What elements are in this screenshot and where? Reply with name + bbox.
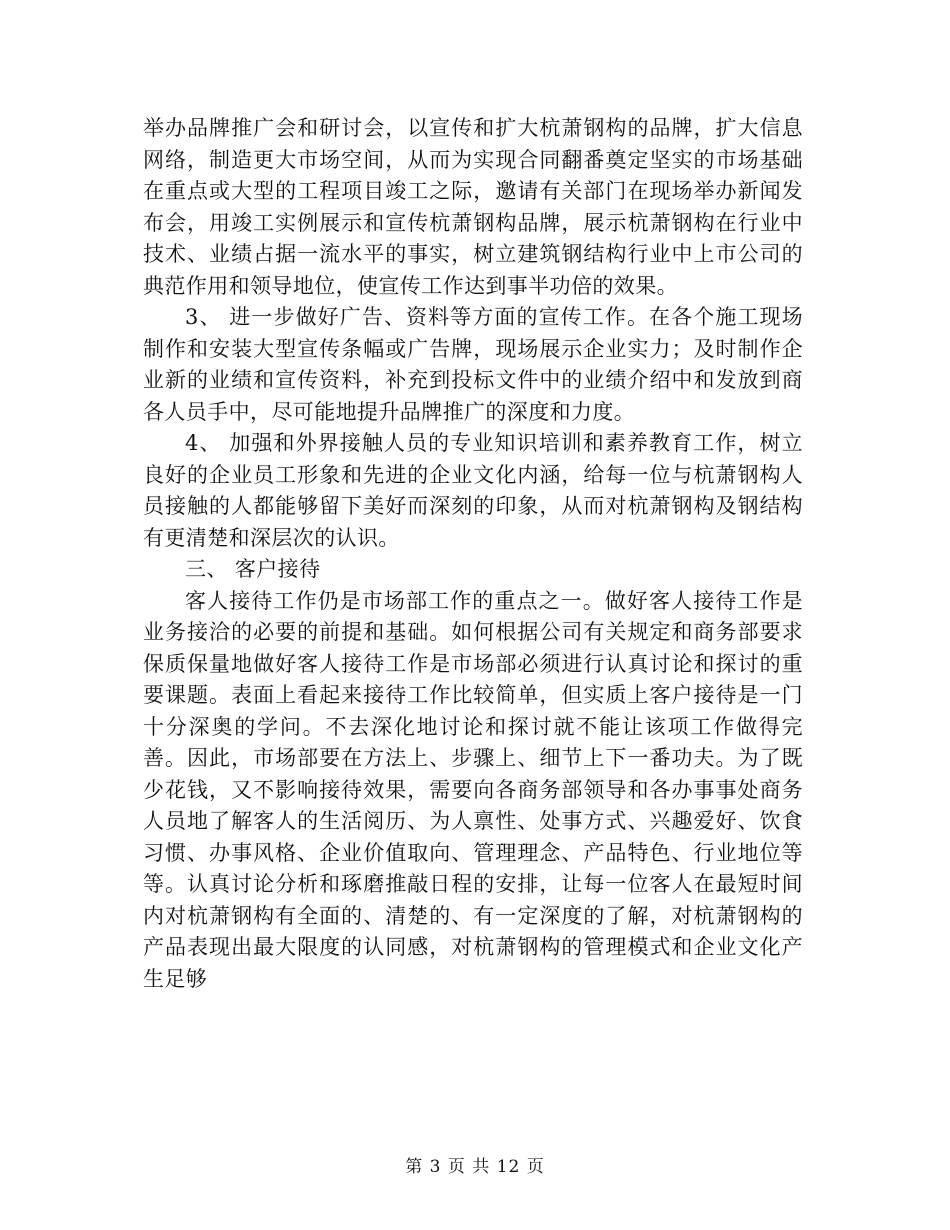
paragraph-staff-training: 4、 加强和外界接触人员的专业知识培训和素养教育工作，树立良好的企业员工形象和先进的企业文化内涵，给每一位与杭萧钢构人员接触的人都能够留下美好而深刻的印象，从而对杭萧钢构及钢结构有更清楚和深层次的认识。 [143,431,803,550]
paragraph-brand-promotion: 举办品牌推广会和研讨会，以宣传和扩大杭萧钢构的品牌，扩大信息网络，制造更大市场空间，从而为实现合同翻番奠定坚实的市场基础在重点或大型的工程项目竣工之际，邀请有关部门在现场举办新闻发布会，用竣工实例展示和宣传杭萧钢构品牌，展示杭萧钢构在行业中技术、业绩占据一流水平的事实，树立建筑钢结构行业中上市公司的典范作用和领导地位，使宣传工作达到事半功倍的效果。 [143,116,803,298]
document-body [143,113,803,995]
section-heading-customer-reception: 三、 客户接待 [185,557,321,581]
paragraph-customer-reception: 客人接待工作仍是市场部工作的重点之一。做好客人接待工作是业务接洽的必要的前提和基础。如何根据公司有关规定和商务部要求保质保量地做好客人接待工作是市场部必须进行认真讨论和探讨的重要课题。表面上看起来接待工作比较简单，但实质上客户接待是一门十分深奥的学问。不去深化地讨论和探讨就不能让该项工作做得完善。因此，市场部要在方法上、步骤上、细节上下一番功夫。为了既少花钱，又不影响接待效果，需要向各商务部领导和各办事事处商务人员地了解客人的生活阅历、为人禀性、处事方式、兴趣爱好、饮食习惯、办事风格、企业价值取向、管理理念、产品特色、行业地位等等。认真讨论分析和琢磨推敲日程的安排，让每一位客人在最短时间内对杭萧钢构有全面的、清楚的、有一定深度的了解，对杭萧钢构的产品表现出最大限度的认同感，对杭萧钢构的管理模式和企业文化产生足够 [143,588,803,991]
page-number-footer: 第 3 页 共 12 页 [405,1157,545,1177]
paragraph-advertising: 3、 进一步做好广告、资料等方面的宣传工作。在各个施工现场制作和安装大型宣传条幅或广告牌，现场展示企业实力；及时制作企业新的业绩和宣传资料，补充到投标文件中的业绩介绍中和发放到商各人员手中，尽可能地提升品牌推广的深度和力度。 [143,305,803,424]
